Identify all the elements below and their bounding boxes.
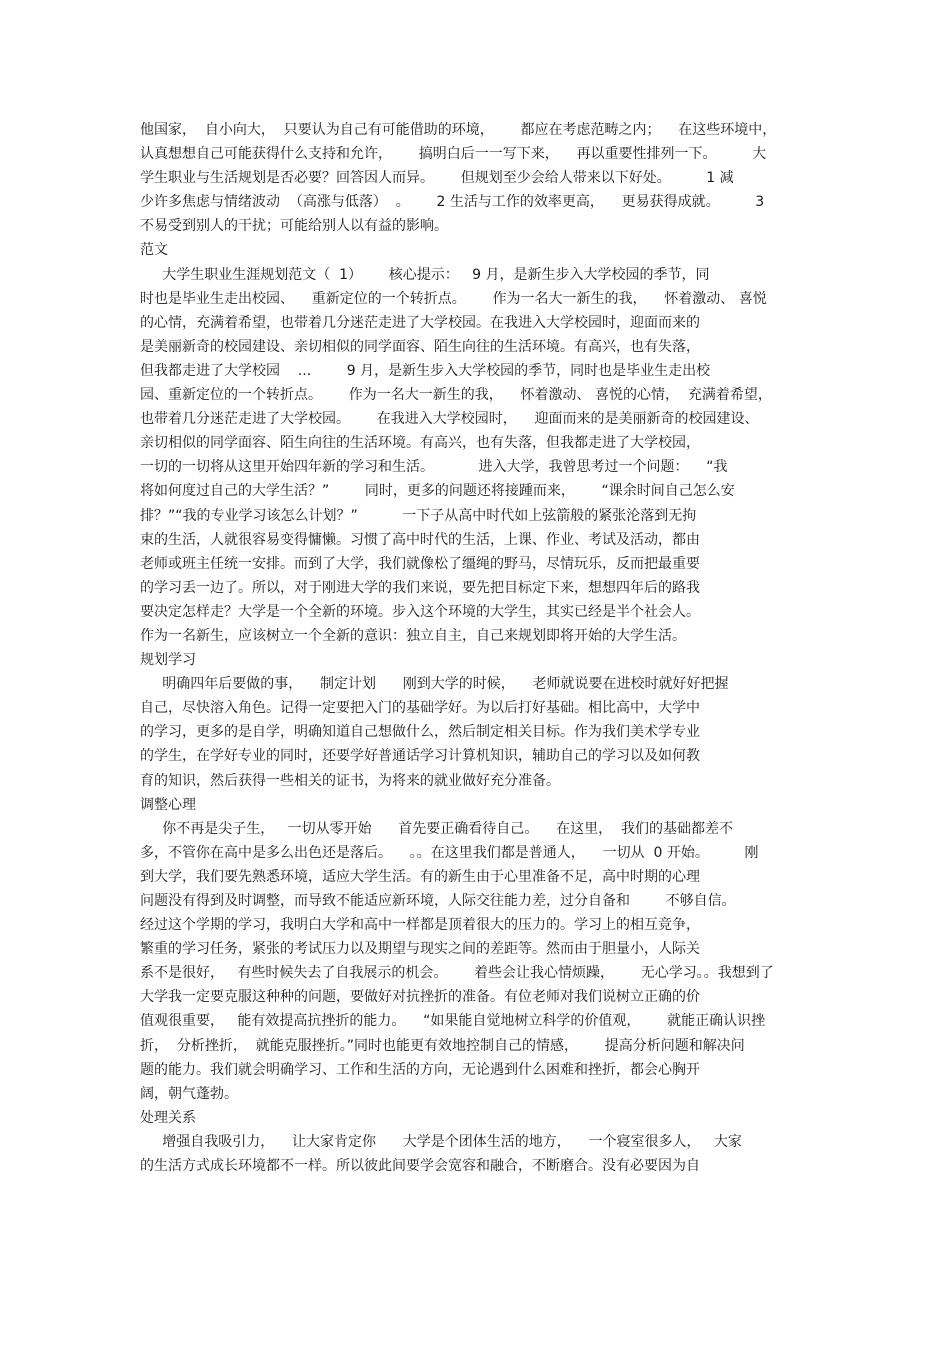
text-line: 到大学，我们要先熟悉环境，适应大学生活。有的新生由于心里准备不足，高中时期的心理 [140, 868, 700, 885]
text-line: 认真想想自己可能获得什么支持和允许， 搞明白后一一写下来， 再以重要性排列一下。 大 [140, 146, 767, 163]
text-line: 学生职业与生活规划是否必要？回答因人而异。 但规划至少会给人带来以下好处。 1 减 [140, 170, 734, 187]
text-line: 育的知识，然后获得一些相关的证书，为将来的就业做好充分准备。 [140, 772, 560, 789]
text-line: 的心情，充满着希望，也带着几分迷茫走进了大学校园。在我进入大学校园时，迎面而来的 [140, 314, 700, 331]
text-line: 的学习，更多的是自学，明确知道自己想做什么，然后制定相关目标。作为我们美术学专业 [140, 724, 700, 741]
text-line: 题的能力。我们就会明确学习、工作和生活的方向，无论遇到什么困难和挫折，都会心胸开 [140, 1061, 700, 1078]
text-line: 增强自我吸引力， 让大家肯定你 大学是个团体生活的地方， 一个寝室很多人， 大家 [140, 1133, 742, 1150]
text-line: 多，不管你在高中是多么出色还是落后。 。。在这里我们都是普通人， 一切从 0 开始。 刚 [140, 844, 759, 861]
text-line: 阔，朝气蓬勃。 [140, 1085, 238, 1102]
text-line: 园、重新定位的一个转折点。 作为一名大一新生的我， 怀着激动、 喜悦的心情， 充满着希望， [140, 387, 772, 404]
text-line: 处理关系 [140, 1109, 196, 1126]
text-line: 自己，尽快溶入角色。记得一定要把入门的基础学好。为以后打好基础。相比高中，大学中 [140, 700, 700, 717]
text-line: 大学生职业生涯规划范文（ 1） 核心提示： 9 月，是新生步入大学校园的季节，同 [140, 266, 710, 283]
text-line: 时也是毕业生走出校园、 重新定位的一个转折点。 作为一名大一新生的我， 怀着激动、 喜悦 [140, 290, 767, 307]
text-line: 你不再是尖子生， 一切从零开始 首先要正确看待自己。 在这里， 我们的基础都差不 [140, 820, 734, 837]
text-line: 但我都走进了大学校园 ... 9 月，是新生步入大学校园的季节，同时也是毕业生走出校 [140, 362, 711, 379]
text-line: 亲切相似的同学面容、陌生向往的生活环境。有高兴，也有失落，但我都走进了大学校园， [140, 435, 700, 452]
text-line: 经过这个学期的学习，我明白大学和高中一样都是顶着很大的压力的。学习上的相互竞争， [140, 917, 700, 934]
text-line: 是美丽新奇的校园建设、亲切相似的同学面容、陌生向往的生活环境。有高兴，也有失落， [140, 338, 700, 355]
text-line: 的学习丢一边了。所以，对于刚进大学的我们来说，要先把目标定下来，想想四年后的路我 [140, 579, 700, 596]
text-line: 的学生，在学好专业的同时，还要学好普通话学习计算机知识，辅助自己的学习以及如何教 [140, 748, 700, 765]
text-line: 排？”“我的专业学习该怎么计划？” 一下子从高中时代如上弦箭般的紧张沦落到无拘 [140, 507, 697, 524]
text-line: 一切的一切将从这里开始四年新的学习和生活。 进入大学，我曾思考过一个问题： “我 [140, 459, 728, 476]
text-line: 少许多焦虑与情绪波动 （高涨与低落） 。 2 生活与工作的效率更高， 更易获得成就。 3 [140, 194, 765, 211]
text-line: 折， 分析挫折， 就能克服挫折。”同时也能更有效地控制自己的情感， 提高分析问题和解决问 [140, 1037, 745, 1054]
text-line: 将如何度过自己的大学生活？” 同时，更多的问题还将接踵而来， “课余时间自己怎么安 [140, 483, 735, 500]
document-body [140, 118, 820, 1178]
text-line: 规划学习 [140, 652, 196, 669]
text-line: 大学我一定要克服这种种的问题，要做好对抗挫折的准备。有位老师对我们说树立正确的价 [140, 989, 700, 1006]
text-line: 问题没有得到及时调整，而导致不能适应新环境，人际交往能力差，过分自备和 不够自信。 [140, 893, 736, 909]
text-line: 他国家， 自小向大， 只要认为自己有可能借助的环境， 都应在考虑范畴之内； 在这些环境中， [140, 122, 777, 138]
text-line: 调整心理 [140, 796, 196, 813]
text-line: 系不是很好， 有些时候失去了自我展示的机会。 着些会让我心情烦躁， 无心学习。。我想到了 [140, 965, 774, 982]
text-line: 作为一名新生，应该树立一个全新的意识：独立自主，自己来规划即将开始的大学生活。 [140, 627, 686, 644]
text-line: 也带着几分迷茫走进了大学校园。 在我进入大学校园时， 迎面而来的是美丽新奇的校园建设、 [140, 411, 759, 428]
text-line: 束的生活，人就很容易变得慵懒。习惯了高中时代的生活，上课、作业、考试及活动，都由 [140, 531, 700, 548]
text-line: 范文 [140, 242, 168, 259]
text-line: 要决定怎样走？大学是一个全新的环境。步入这个环境的大学生，其实已经是半个社会人。 [140, 603, 700, 620]
text-line: 繁重的学习任务，紧张的考试压力以及期望与现实之间的差距等。然而由于胆量小，人际关 [140, 941, 700, 958]
text-line: 明确四年后要做的事， 制定计划 刚到大学的时候， 老师就说要在进校时就好好把握 [140, 676, 729, 693]
text-line: 不易受到别人的干扰；可能给别人以有益的影响。 [140, 218, 448, 235]
text-line: 老师或班主任统一安排。而到了大学，我们就像松了缰绳的野马，尽情玩乐，反而把最重要 [140, 555, 700, 572]
text-line: 的生活方式成长环境都不一样。所以彼此间要学会宽容和融合，不断磨合。没有必要因为自 [140, 1158, 700, 1175]
text-line: 值观很重要， 能有效提高抗挫折的能力。 “如果能自觉地树立科学的价值观， 就能正确认识挫 [140, 1013, 766, 1030]
